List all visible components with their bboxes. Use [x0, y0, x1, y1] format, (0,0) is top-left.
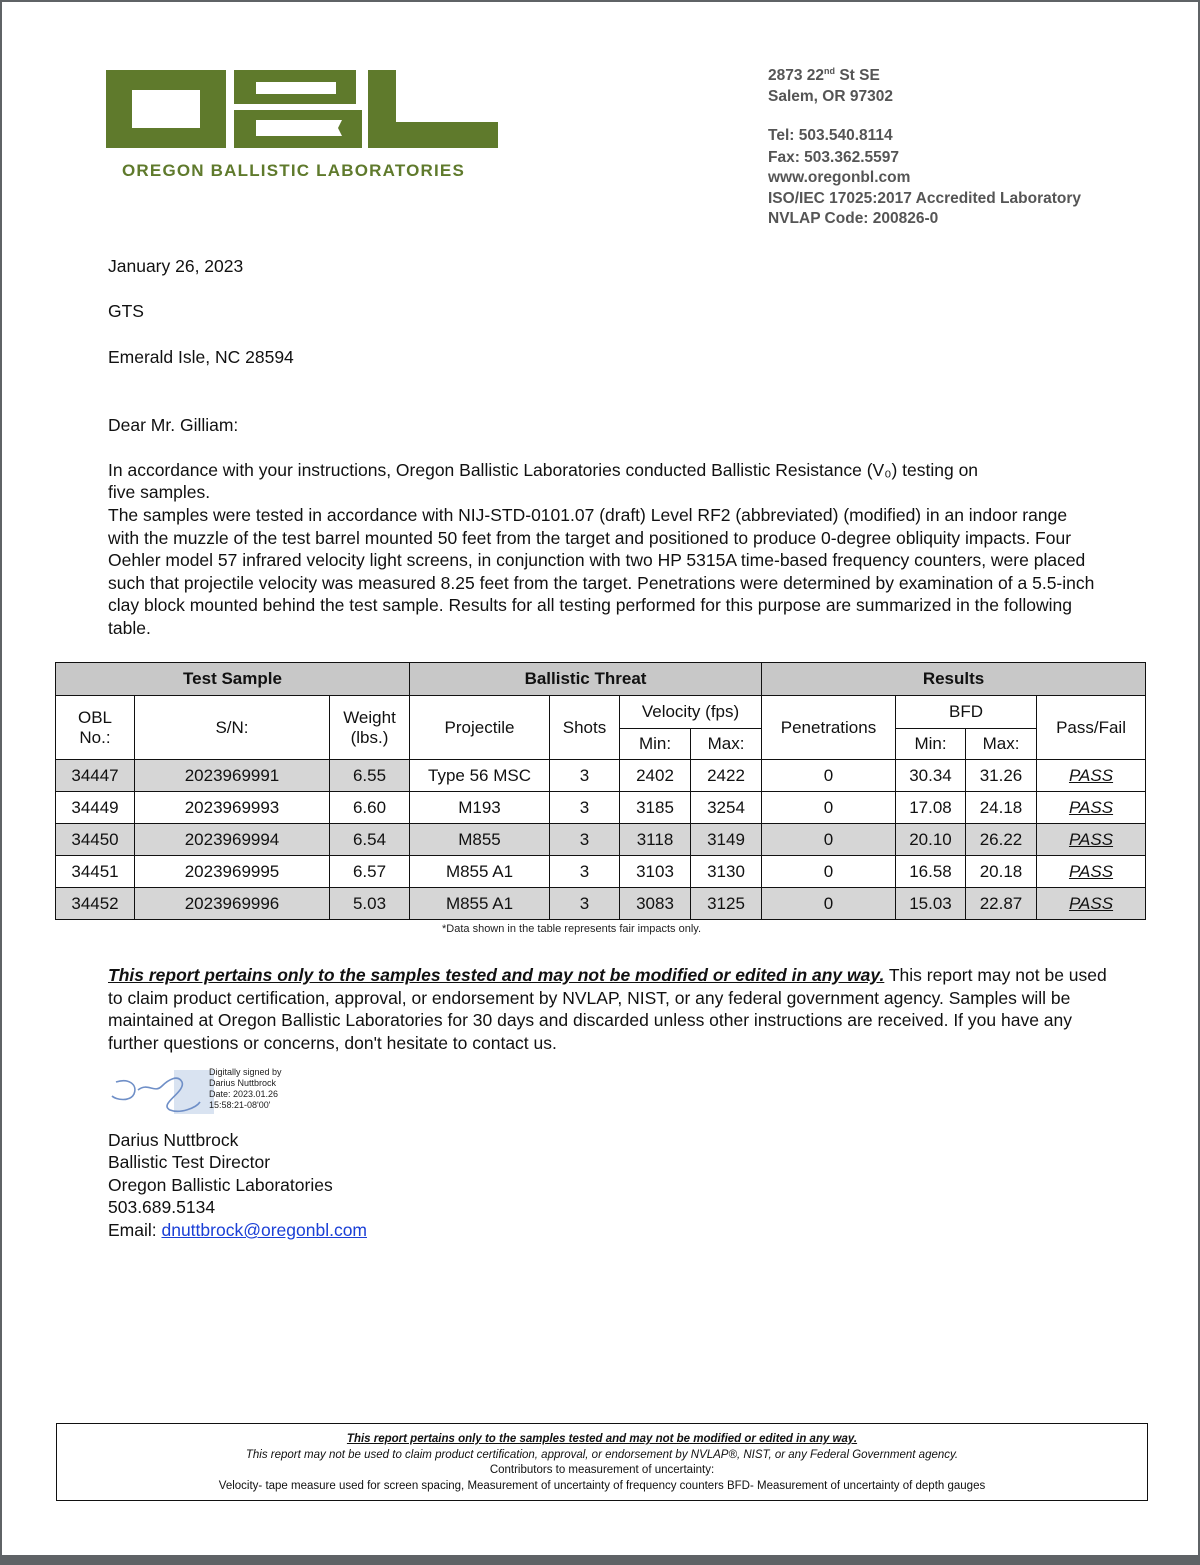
email-link[interactable]: dnuttbrock@oregonbl.com [161, 1220, 367, 1240]
cell-shots: 3 [550, 824, 620, 856]
cell-weight: 6.60 [330, 792, 410, 824]
table-row [56, 760, 1146, 792]
cell-obl: 34449 [56, 792, 135, 824]
method-paragraph: The samples were tested in accordance with NIJ-STD-0101.07 (draft) Level RF2 (abbreviated) (modified) in an indoor range with the muzzle of the test barrel mounted 50 feet from the target and positioned to produce 0-degree obliquity impacts. Four Oehler model 57 infrared velocity light screens, in conjunction with two HP 5315A time-based frequency counters, were placed such that projectile velocity was measured 8.25 feet from the target. Penetrations were determined by examination of a 5.5-inch clay block mounted behind the test sample. Results for all testing performed for this purpose are summarized in the following table. [108, 505, 1095, 638]
cell-obl: 34447 [56, 760, 135, 792]
cell-shots: 3 [550, 760, 620, 792]
cell-penetrations: 0 [762, 824, 896, 856]
cell-bmax: 22.87 [966, 888, 1037, 920]
cell-bmin: 17.08 [896, 792, 966, 824]
cell-penetrations: 0 [762, 856, 896, 888]
cell-bmin: 30.34 [896, 760, 966, 792]
cell-vmin: 3118 [620, 824, 691, 856]
website: www.oregonbl.com [768, 169, 911, 186]
header-pass-fail: Pass/Fail [1037, 696, 1146, 760]
cell-obl: 34450 [56, 824, 135, 856]
digital-signature-text: Digitally signed by Darius Nuttbrock Date: 2023.01.26 15:58:21-08'00' [209, 1067, 282, 1110]
signatory-phone: 503.689.5134 [108, 1197, 216, 1217]
header-velocity-min: Min: [620, 729, 691, 760]
cell-penetrations: 0 [762, 760, 896, 792]
header-bfd-min: Min: [896, 729, 966, 760]
group-header-results: Results [762, 663, 1146, 696]
header-weight: Weight (lbs.) [330, 696, 410, 760]
cell-vmax: 3130 [691, 856, 762, 888]
header-velocity: Velocity (fps) [620, 696, 762, 729]
cell-weight: 6.55 [330, 760, 410, 792]
footer-disclaimer-box [56, 1423, 1148, 1501]
address-line-1: 2873 22nd St SE [768, 66, 880, 85]
cell-sn: 2023969991 [135, 760, 330, 792]
letter-date: January 26, 2023 [108, 256, 244, 276]
cell-bmax: 24.18 [966, 792, 1037, 824]
disclaimer-emphasis: This report pertains only to the samples tested and may not be modified or edited in any way. [108, 965, 885, 985]
cell-vmax: 3125 [691, 888, 762, 920]
accreditation: ISO/IEC 17025:2017 Accredited Laboratory [768, 190, 1082, 207]
cell-bmin: 15.03 [896, 888, 966, 920]
cell-result: PASS [1037, 856, 1146, 888]
footer-line-4: Velocity- tape measure used for screen spacing, Measurement of uncertainty of frequency counters BFD- Measurement of uncertainty of depth gauges [218, 1479, 986, 1492]
header-projectile: Projectile [410, 696, 550, 760]
telephone: Tel: 503.540.8114 [768, 127, 893, 144]
cell-projectile: M855 A1 [410, 888, 550, 920]
cell-bmax: 20.18 [966, 856, 1037, 888]
cell-weight: 6.54 [330, 824, 410, 856]
intro-line-1: In accordance with your instructions, Oregon Ballistic Laboratories conducted Ballistic Resistance (V₀) testing on [108, 460, 979, 480]
table-row [56, 856, 1146, 888]
cell-sn: 2023969993 [135, 792, 330, 824]
header-sn: S/N: [135, 696, 330, 760]
cell-shots: 3 [550, 792, 620, 824]
cell-projectile: Type 56 MSC [410, 760, 550, 792]
obl-logo [106, 70, 502, 154]
header-obl-no: OBL No.: [56, 696, 135, 760]
table-row [56, 888, 1146, 920]
cell-vmin: 2402 [620, 760, 691, 792]
nvlap-code: NVLAP Code: 200826-0 [768, 210, 939, 227]
header-bfd: BFD [896, 696, 1037, 729]
header-velocity-max: Max: [691, 729, 762, 760]
cell-projectile: M193 [410, 792, 550, 824]
cell-shots: 3 [550, 888, 620, 920]
cell-sn: 2023969995 [135, 856, 330, 888]
cell-projectile: M855 A1 [410, 856, 550, 888]
document-page [2, 2, 1198, 1555]
footer-line-1: This report pertains only to the samples tested and may not be modified or edited in any way. [346, 1433, 858, 1445]
cell-penetrations: 0 [762, 888, 896, 920]
cell-projectile: M855 [410, 824, 550, 856]
fax: Fax: 503.362.5597 [768, 149, 899, 166]
cell-bmax: 31.26 [966, 760, 1037, 792]
header-penetrations: Penetrations [762, 696, 896, 760]
cell-sn: 2023969994 [135, 824, 330, 856]
cell-weight: 5.03 [330, 888, 410, 920]
table-row [56, 824, 1146, 856]
signatory-org: Oregon Ballistic Laboratories [108, 1175, 333, 1195]
cell-shots: 3 [550, 856, 620, 888]
lab-name: OREGON BALLISTIC LABORATORIES [122, 161, 466, 180]
cell-bmax: 26.22 [966, 824, 1037, 856]
table-row [56, 792, 1146, 824]
salutation: Dear Mr. Gilliam: [108, 415, 239, 435]
cell-result: PASS [1037, 824, 1146, 856]
cell-vmin: 3185 [620, 792, 691, 824]
header-shots: Shots [550, 696, 620, 760]
intro-line-2: five samples. [108, 482, 211, 502]
group-header-ballistic-threat: Ballistic Threat [410, 663, 762, 696]
footer-line-3: Contributors to measurement of uncertainty: [489, 1464, 715, 1476]
cell-vmax: 3149 [691, 824, 762, 856]
cell-vmin: 3103 [620, 856, 691, 888]
signature-image [108, 1064, 218, 1116]
cell-sn: 2023969996 [135, 888, 330, 920]
cell-penetrations: 0 [762, 792, 896, 824]
recipient: GTS [108, 301, 144, 321]
disclaimer-paragraph [108, 964, 1108, 1054]
cell-vmax: 3254 [691, 792, 762, 824]
cell-result: PASS [1037, 760, 1146, 792]
cell-obl: 34451 [56, 856, 135, 888]
signatory-title: Ballistic Test Director [108, 1152, 271, 1172]
header-bfd-max: Max: [966, 729, 1037, 760]
group-header-test-sample: Test Sample [56, 663, 410, 696]
signatory-email-line: Email: dnuttbrock@oregonbl.com [108, 1220, 367, 1240]
cell-weight: 6.57 [330, 856, 410, 888]
cell-obl: 34452 [56, 888, 135, 920]
cell-result: PASS [1037, 792, 1146, 824]
disclaimer-rest: This report may not be used to claim product certification, approval, or endorsement by NVLAP, NIST, or any federal government agency. Samples will be maintained at Oregon Ballistic Laboratories for 30 days and discarded unless other instructions are received. If you have any further questions or concerns, don't hesitate to contact us. [108, 965, 1107, 1053]
cell-vmin: 3083 [620, 888, 691, 920]
footer-line-2: This report may not be used to claim product certification, approval, or endorsement by NVLAP®, NIST, or any Federal Government agency. [245, 1448, 959, 1461]
table-note: *Data shown in the table represents fair impacts only. [442, 923, 702, 935]
signatory-name: Darius Nuttbrock [108, 1130, 239, 1150]
cell-bmin: 16.58 [896, 856, 966, 888]
recipient-location: Emerald Isle, NC 28594 [108, 347, 294, 367]
cell-result: PASS [1037, 888, 1146, 920]
cell-vmax: 2422 [691, 760, 762, 792]
address-line-2: Salem, OR 97302 [768, 88, 893, 105]
cell-bmin: 20.10 [896, 824, 966, 856]
results-table [55, 662, 1146, 920]
